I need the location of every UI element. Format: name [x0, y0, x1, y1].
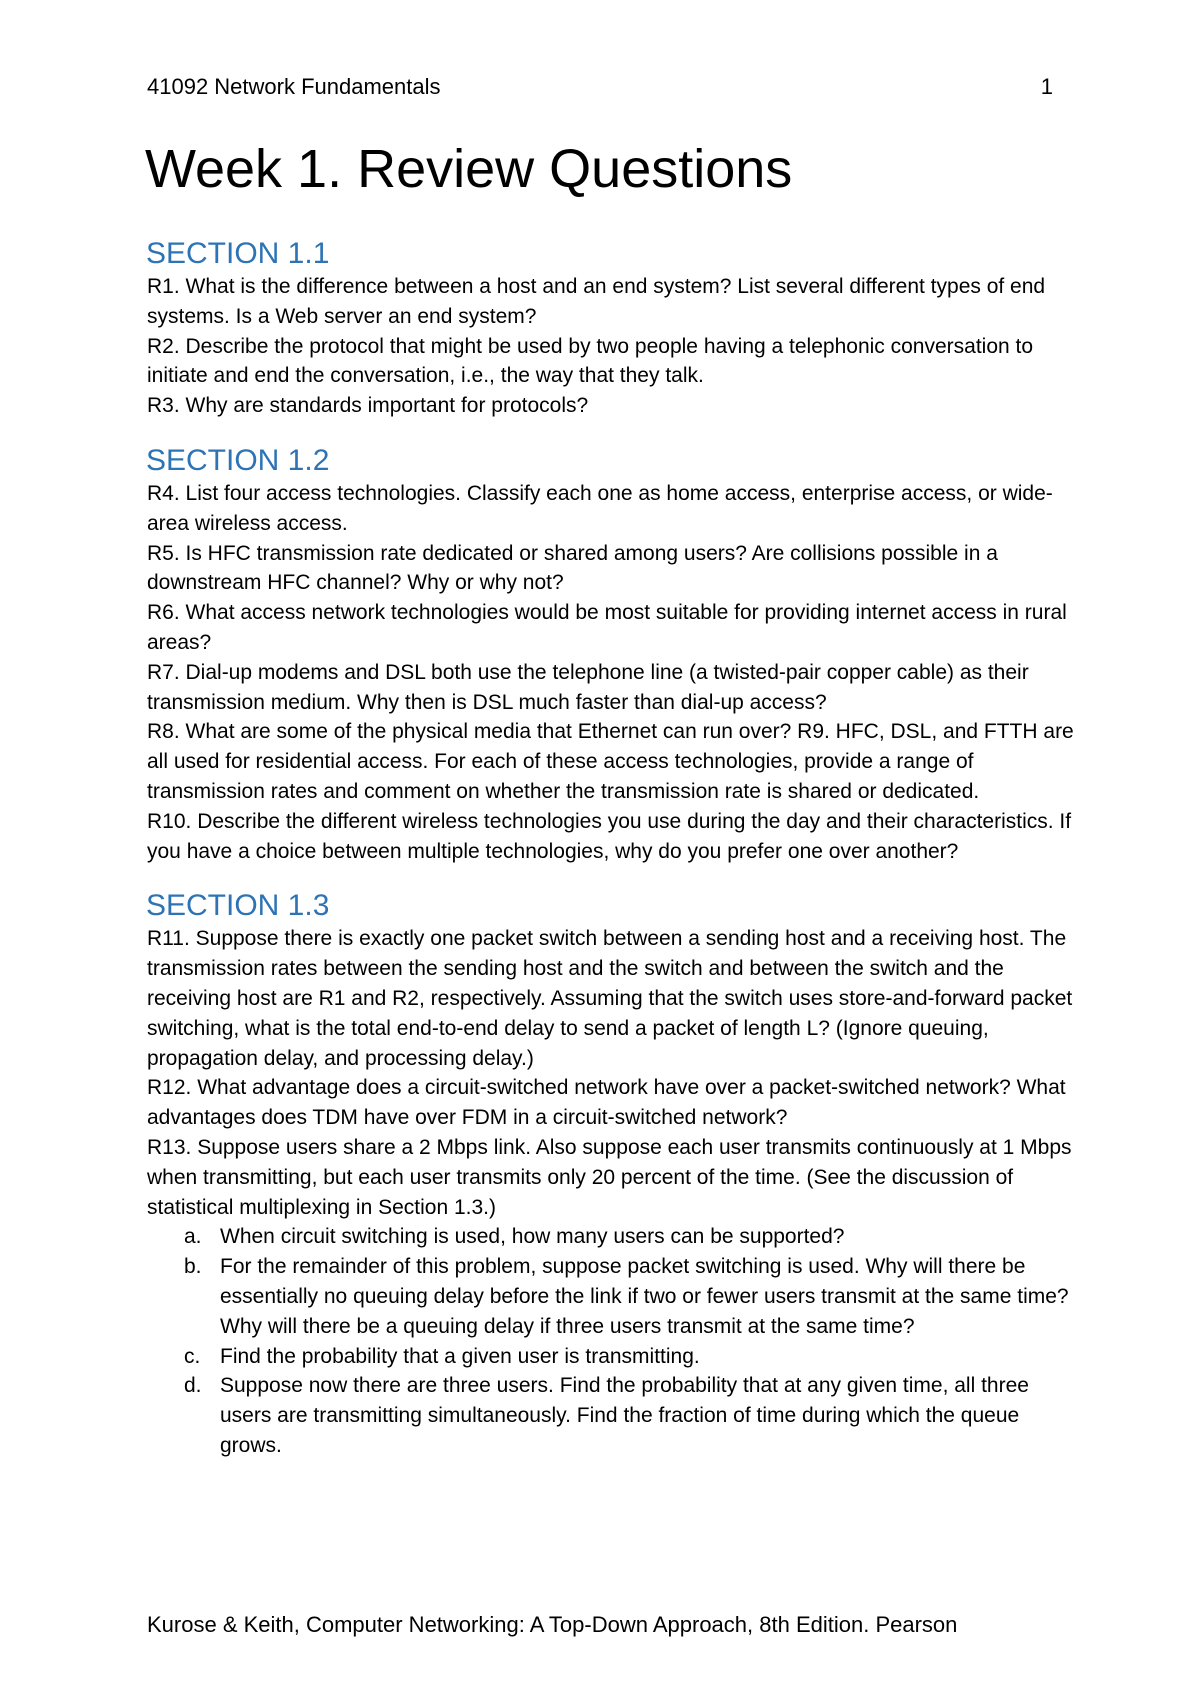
question-r10: R10. Describe the different wireless technologies you use during the day and their characteristics. If you have a choice between multiple technologies, why do you prefer one over another? [147, 809, 1072, 863]
question-r3: R3. Why are standards important for protocols? [147, 394, 589, 418]
question-r12: R12. What advantage does a circuit-switched network have over a packet-switched network? What advantages does TDM have over FDM in a circuit-switched network? [147, 1076, 1066, 1130]
subpart-text: Suppose now there are three users. Find the probability that at any given time, all three users are transmitting simultaneously. Find the fraction of time during which the queue grows. [220, 1374, 1029, 1457]
subpart-d [184, 1371, 1077, 1460]
subpart-label: c. [184, 1344, 201, 1368]
subpart-c [184, 1342, 1077, 1372]
page-footer: Kurose & Keith, Computer Networking: A Top-Down Approach, 8th Edition. Pearson [147, 1612, 958, 1637]
course-title: 41092 Network Fundamentals [147, 74, 441, 99]
subpart-label: b. [184, 1255, 202, 1279]
subpart-text: For the remainder of this problem, suppose packet switching is used. Why will there be essentially no queuing delay before the link if two or fewer users transmit at the same time? Why will there be a queuing delay if three users transmit at the same time? [220, 1255, 1069, 1338]
section-heading: SECTION 1.3 [146, 889, 330, 923]
question-r6: R6. What access network technologies would be most suitable for providing internet access in rural areas? [147, 601, 1067, 654]
question-r1: R1. What is the difference between a host and an end system? List several different types of end systems. Is a Web server an end system? [147, 275, 1046, 328]
section-1-1 [147, 236, 1077, 421]
subpart-b [184, 1252, 1077, 1341]
question-r5: R5. Is HFC transmission rate dedicated or shared among users? Are collisions possible in a downstream HFC channel? Why or why not? [147, 541, 998, 595]
question-r8-r9: R8. What are some of the physical media that Ethernet can run over? R9. HFC, DSL, and FTTH are all used for residential access. For each of these access technologies, provide a range of transmission rates and comment on whether the transmission rate is shared or dedicated. [147, 720, 1074, 803]
subpart-text: Find the probability that a given user is transmitting. [220, 1344, 700, 1368]
page-number: 1 [1040, 74, 1053, 99]
question-r4: R4. List four access technologies. Classify each one as home access, enterprise access, or wide-area wireless access. [147, 481, 1053, 535]
question-r13: R13. Suppose users share a 2 Mbps link. Also suppose each user transmits continuously at 1 Mbps when transmitting, but each user transmits only 20 percent of the time. (See the discussion of statistical multiplexing in Section 1.3.) [147, 1135, 1072, 1219]
question-r11: R11. Suppose there is exactly one packet switch between a sending host and a receiving host. The transmission rates between the sending host and the switch and between the switch and the receiving host are R1 and R2, respectively. Assuming that the switch uses store-and-forward packet switching, what is the total end-to-end delay to send a packet of length L? (Ignore queuing, propagation delay, and processing delay.) [147, 927, 1073, 1070]
section-1-3 [147, 888, 1077, 1460]
document-body [147, 236, 1077, 1483]
page-header [147, 74, 1053, 104]
page-title: Week 1. Review Questions [145, 139, 793, 199]
section-heading: SECTION 1.2 [146, 443, 330, 477]
subpart-a [184, 1222, 1077, 1252]
question-r2: R2. Describe the protocol that might be used by two people having a telephonic conversation to initiate and end the conversation, i.e., the way that they talk. [147, 334, 1034, 388]
r13-subparts [147, 1222, 1077, 1460]
section-heading: SECTION 1.1 [146, 237, 330, 270]
subpart-label: d. [184, 1374, 202, 1398]
question-r7: R7. Dial-up modems and DSL both use the telephone line (a twisted-pair copper cable) as their transmission medium. Why then is DSL much faster than dial-up access? [147, 660, 1029, 714]
subpart-label: a. [184, 1225, 202, 1249]
section-1-2 [147, 443, 1077, 866]
subpart-text: When circuit switching is used, how many users can be supported? [220, 1225, 845, 1249]
